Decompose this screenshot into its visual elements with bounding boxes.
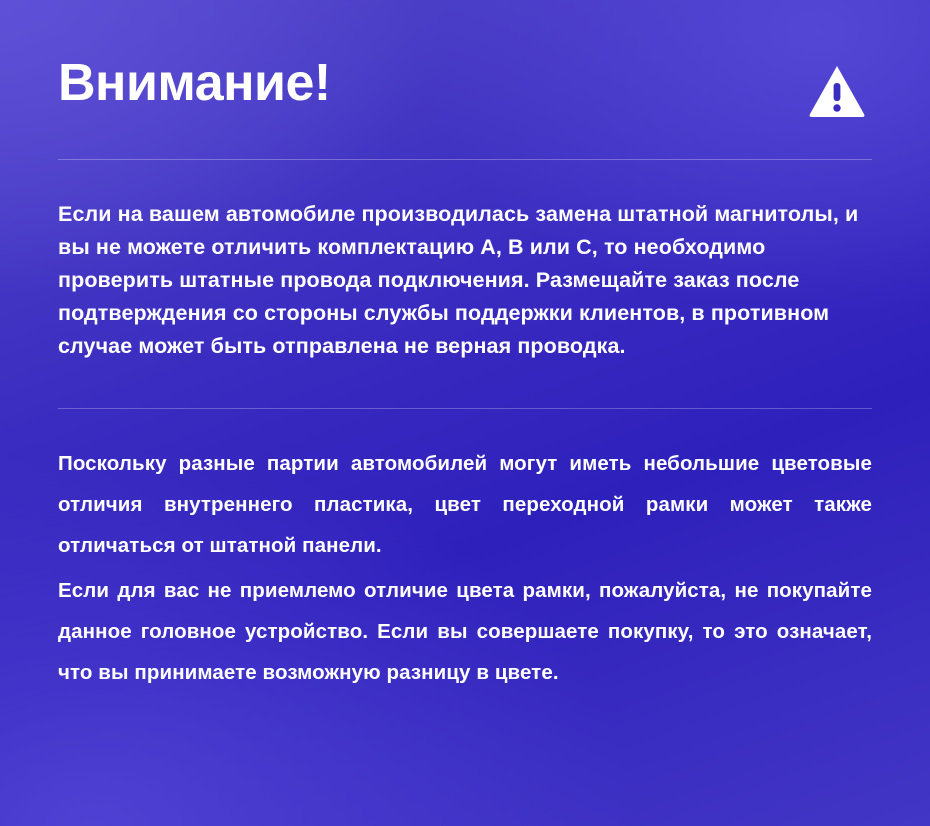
divider-middle [58,408,872,409]
warning-triangle-icon [808,64,866,123]
warning-text-primary [58,198,872,362]
banner-header [58,0,872,123]
divider-top [58,159,872,160]
warning-paragraph-two: Поскольку разные партии автомобилей могут иметь небольшие цветовые отличия внутреннего пластика, цвет переходной рамки может также отличаться от штатной панели. [58,452,872,558]
warning-paragraph-one: Если на вашем автомобиле производилась замена штатной магнитолы, и вы не можете отличить комплектацию A, B или C, то необходимо проверить штатные провода подключения. Размещайте заказ после подтверждения со стороны службы поддержки клиентов, в противном случае может быть отправлена не верная проводка. [58,202,859,358]
warning-text-secondary [58,443,872,693]
warning-paragraph-three: Если для вас не приемлемо отличие цвета рамки, пожалуйста, не покупайте данное головное устройство. Если вы совершаете покупку, то это означает, что вы принимаете возможную разницу в цвете. [58,579,872,685]
page-title: Внимание! [58,54,331,112]
